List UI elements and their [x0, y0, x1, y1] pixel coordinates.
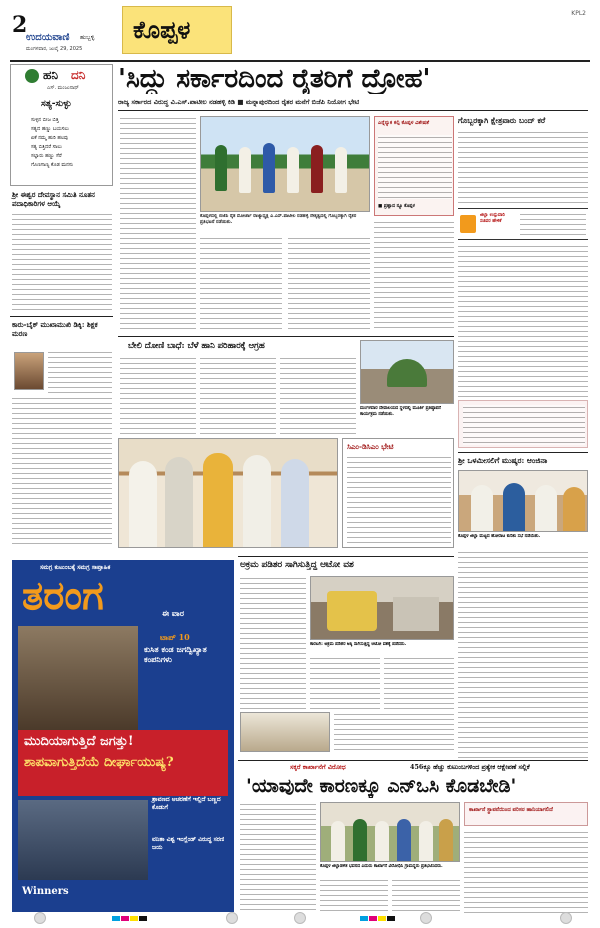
color-swatch [130, 916, 138, 921]
temple-story-title: ಶ್ರೀ ಈಶ್ವರ ದೇವಸ್ಥಾನ ಸಮಿತಿ ನೂತನ ಪದಾಧಿಕಾರಿಗಳ ಆಯ್ಕೆ [12, 190, 95, 208]
ad-cover-photo [18, 626, 138, 730]
info-box [374, 116, 454, 216]
section-title: ಕೊಪ್ಪಳ [133, 15, 191, 44]
registration-mark [294, 912, 306, 924]
akrama-story-col4 [334, 712, 454, 752]
right-story2-body [458, 550, 588, 760]
main-headline: 'ಸಿದ್ದು ಸರ್ಕಾರದಿಂದ ರೈತರಿಗೆ ದ್ರೋಹ' [118, 64, 431, 94]
taranga-ad[interactable] [12, 560, 234, 912]
ad-feature3: ವನಿತಾ ವಿಶ್ವ ಇಂಗ್ಲೆಂಡ್ ವಿರುದ್ಧ ಸರಣಿ ಜಯ [152, 836, 225, 851]
middle-story-col1 [120, 356, 196, 436]
temple-story-body [12, 212, 112, 312]
color-swatch [139, 916, 147, 921]
color-swatch [112, 916, 120, 921]
hani-label: ಹನಿ [43, 68, 58, 82]
ad-feature1: ಕುಸಿತ ಕಂಡ ಜಗದ್ವಿಖ್ಯಾತ ಕಂಪನಿಗಳು [144, 644, 207, 664]
section-banner [122, 6, 232, 54]
right-quote-box [458, 208, 588, 240]
bottom-story-col1 [240, 802, 316, 914]
accident-story-body-2 [12, 396, 112, 546]
page-code: KPL2 [571, 10, 586, 17]
cm-visit-box [342, 438, 454, 548]
main-story-col1 [120, 116, 196, 332]
akrama-caption: ಕಾರಟಗಿ: ಅಕ್ರಮ ಪಡಿತರ ಅಕ್ಕಿ ಸಾಗಿಸುತ್ತಿದ್ದ ಆಟೋ ವಶಕ್ಕೆ ಪಡೆದರು. [310, 642, 407, 647]
bottom-story-col3 [392, 878, 460, 914]
registration-mark [226, 912, 238, 924]
right-story-body [458, 130, 588, 206]
dani-label: ದನಿ [71, 68, 86, 82]
cm-visit-title: ಸಿಎಂ-ಡಿಸಿಎಂ ಭೇಟಿ [347, 442, 394, 451]
main-photo [200, 116, 370, 212]
ad-headline1: ಮುದಿಯಾಗುತ್ತಿದೆ ಜಗತ್ತು! [24, 734, 134, 749]
middle-story-col2 [200, 356, 276, 436]
temple-photo [360, 340, 454, 404]
paper-name: ಉದಯವಾಣಿ [26, 32, 70, 43]
color-swatch [369, 916, 377, 921]
akrama-story-col1 [240, 576, 306, 710]
accident-story-title: ಕಾರು-ಬೈಕ್ ಮುಖಾಮುಖಿ ಡಿಕ್ಕಿ: ಶಿಕ್ಷಕ ಮರಣ [12, 320, 98, 338]
date-line: ಮಂಗಳವಾರ, ಜುಲೈ 29, 2025 [26, 46, 83, 52]
akrama-story-col3 [384, 656, 454, 710]
ad-tagline: ಸಮಗ್ರ ಕುಟುಂಬಕ್ಕೆ ಸಮಗ್ರ ಸಾಪ್ತಾಹಿಕ [40, 564, 111, 571]
right-story2-title: ಶ್ರೀ ಒಳಮೀಸಲಿಗೆ ಮುಷ್ಕರ: ಆಂಜಿನಾ [458, 456, 548, 465]
right-story-body-2 [458, 244, 588, 398]
color-swatch [387, 916, 395, 921]
color-swatch [360, 916, 368, 921]
info-box-title: ಎನ್ನೆನ್ಯುಕ ಕಲ್ಪಿ ಕೊಪ್ಪಳ ವಿಶೇಷತೆ [378, 120, 430, 126]
byline: ಎಸ್. ಮಂಜುನಾಥ್ [47, 85, 79, 91]
ad-headline-box [18, 730, 228, 796]
poem-line: ಸಲ್ಲಾರು ಹಣ್ಣು ಸೆರೆ [31, 153, 62, 159]
accident-story-body [48, 350, 112, 394]
temple-photo-caption: ಮಂಗಳವಾರ ದೇವಾಲಯದ ಸ್ಥಳದಲ್ಲಿ ಮೂರ್ತಿ ಪ್ರತಿಷ್ಠಾಪನೆ ಕಾರ್ಯಕ್ರಮ ನಡೆಯಿತು. [360, 406, 441, 417]
ad-feature2: ಶ್ರಾವಣದ ಆಚರಣೆಗೆ ಇಲ್ಲಿದೆ ಬಣ್ಣದ ಕೊಡುಗೆ [152, 796, 221, 811]
info-box-author: ■ ಪ್ರಹ್ಲಾದ ನ್ಯೂ ಕೊಪ್ಪಳ [378, 204, 415, 209]
hani-dani-box [10, 64, 113, 186]
page-number: 2 [12, 12, 28, 38]
right-box-quote [458, 400, 588, 448]
main-subhead: ರಾಜ್ಯ ಸರ್ಕಾರದ ವಿರುದ್ಧ ವಿ.ಎಸ್.ಪಾಟೀಲ ನಡಹಳ್ಳಿ ಕಿಡಿ ■ ಮನ್ನಾಪುರದಿಂದ ರೈತರ ಮನೆಗೆ ಬಿಜೆಪಿ ನಿಯೋಗ ಭೇಟಿ [118, 98, 360, 106]
ad-subtitle: ಈ ವಾರ [162, 608, 184, 618]
right-quote-label: ಜಿಲ್ಲಾ ಉಸ್ತುವಾರಿ ಸಚಿವರ ಹೇಳಿಕೆ [480, 213, 505, 224]
akrama-story-title: ಅಕ್ರಮ ಪಡಿತರ ಸಾಗಿಸುತ್ತಿದ್ದ ಆಟೋ ವಶ [240, 560, 354, 570]
akrama-small-photo [240, 712, 330, 752]
bottom-story-col4 [464, 830, 588, 914]
poem-line: ಗೊಣಗಾಣ್ಯ ಕೊಡ ಮನಸು [31, 162, 74, 168]
masthead [10, 6, 590, 58]
bottom-pull-quote-text: ಕಾರ್ಖಾನೆ ಸ್ಥಾಪನೆಯಿಂದ ಪರಿಸರ ಹಾನಿಯಾಗಲಿದೆ [469, 807, 553, 813]
middle-story-col3 [280, 356, 356, 436]
bottom-kicker: ಸಕ್ಕರೆ ಕಾರ್ಖಾನೆಗೆ ವಿರೋಧ [290, 763, 346, 771]
info-box-body [374, 220, 454, 332]
poem-line: ಸತ್ಯದ ಹಣ್ಣು ಬಯಸಲು [31, 126, 69, 132]
group-photo [118, 438, 338, 548]
registration-mark [560, 912, 572, 924]
right-photo-caption: ಕೊಪ್ಪಳ ಜಿಲ್ಲಾ ಮಟ್ಟದ ಹೋರಾಟ ಕುರಿತು ಸಭೆ ನಡೆಯಿತು. [458, 534, 541, 539]
main-story-col3 [288, 236, 370, 332]
main-story-col2 [200, 236, 282, 332]
bottom-pull-quote [464, 802, 588, 826]
bottom-story-col2 [320, 878, 388, 914]
poem-line: ಸುಳ್ಳಿನ ಬೀಜ ಬಿತ್ತಿ [31, 117, 59, 123]
color-swatch [121, 916, 129, 921]
middle-story-title: ಬೇಲಿ ದೋಣಿ ಬಾಧೆ: ಬೆಳೆ ಹಾನಿ ಪರಿಹಾರಕ್ಕೆ ಆಗ್ರಹ [128, 340, 265, 350]
registration-mark [420, 912, 432, 924]
color-swatch [378, 916, 386, 921]
ad-top10: ಟಾಪ್ 10 [160, 632, 190, 642]
bottom-kicker2: 456ಕ್ಕೂ ಹೆಚ್ಚು ಕುಟುಂಬಗಳಿಂದ ಪ್ರತ್ಯೇಕ ಆಕ್ಷೇಪಣೆ ಸಲ್ಲಿಕೆ [410, 763, 530, 771]
ad-title: ತರಂಗ [22, 572, 104, 619]
akrama-photo [310, 576, 454, 640]
poem-title: ಸತ್ಯ-ಸುಳ್ಳು [41, 99, 72, 109]
person-photo [14, 352, 44, 390]
poem-line: ಏಕೆ ನಮ್ಮ ಹುರಿ ಹಲವು [31, 135, 69, 141]
bottom-photo [320, 802, 460, 862]
poem-line: ಸತ್ಯ ಬಿತ್ತಿದರೆ ಸಾಲು [31, 144, 62, 150]
main-photo-caption: ಕೊಪ್ಪಳದಲ್ಲಿ ಬಿಜೆಪಿ ರೈತ ಮೋರ್ಚಾ ರಾಜ್ಯಾಧ್ಯಕ್ಷ ಎ.ಎಸ್.ಪಾಟೀಲ ನಡಹಳ್ಳಿ ನೇತೃತ್ವದಲ್ಲಿ ಗೊಬ್ಬರಕ್ಕಾಗಿ ರೈತರ ಪ್ರತಿಭಟನೆ ನಡೆಯಿತು. [200, 214, 357, 225]
right-photo [458, 470, 588, 532]
bottom-caption: ಕೊಪ್ಪಳ ಜಿಲ್ಲಾಡಳಿತ ಭವನದ ಎದುರು ಕಾರ್ಖಾನೆ ವಿರೋಧಿಸಿ ಗ್ರಾಮಸ್ಥರು ಪ್ರತಿಭಟಿಸಿದರು. [320, 864, 443, 869]
ad-crowd-photo [18, 800, 148, 880]
edition-label: ಹುಬ್ಬಳ್ಳಿ [80, 34, 95, 41]
right-story-title: ಗೊಬ್ಬರಕ್ಕಾಗಿ ಕ್ಷೇತ್ರವಾರು ಬಂದ್ ಕರೆ [458, 116, 546, 125]
ad-headline2: ಶಾಪವಾಗುತ್ತಿದೆಯೆ ದೀರ್ಘಾಯುಷ್ಯ? [24, 755, 174, 770]
ad-winners: Winners [22, 886, 69, 897]
akrama-story-col2 [310, 656, 380, 710]
bottom-headline: 'ಯಾವುದೇ ಕಾರಣಕ್ಕೂ ಎನ್‌ಒಸಿ ಕೊಡಬೇಡಿ' [246, 775, 517, 797]
registration-mark [34, 912, 46, 924]
